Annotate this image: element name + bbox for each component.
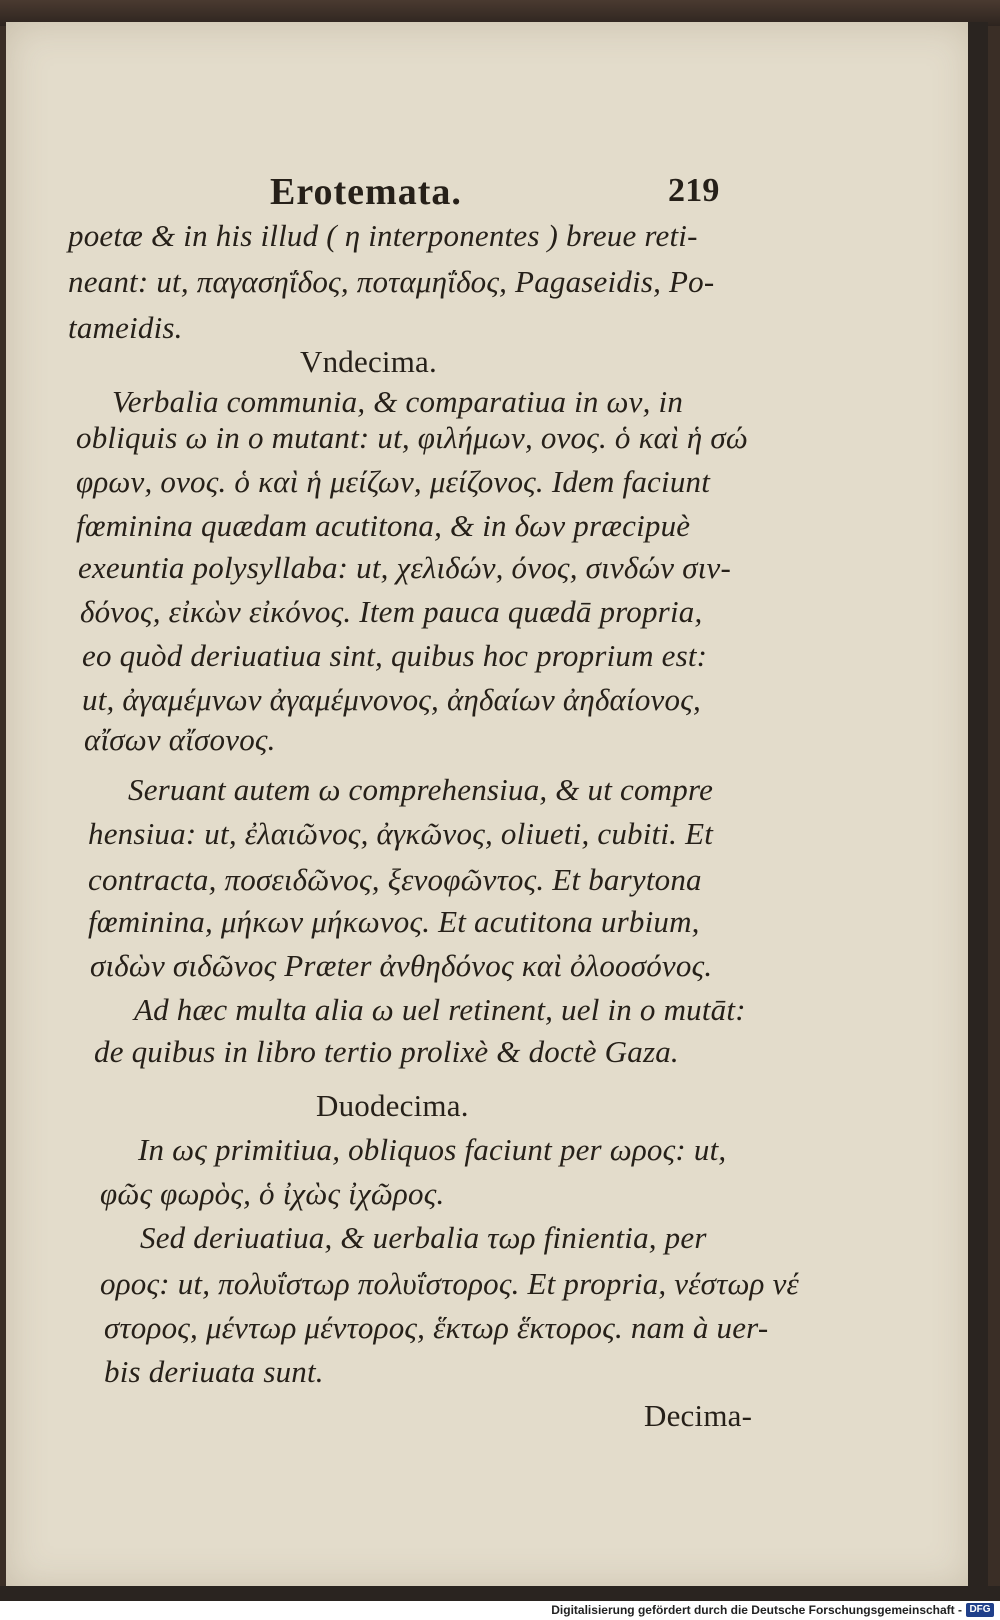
running-head-title: Erotemata. [270,171,462,213]
page-number: 219 [668,172,720,209]
catchword: Decima- [644,1398,753,1433]
text-line: obliquis ω in ο mutant: ut, φιλήμων, ονος. ὁ καὶ ἡ σώ [76,420,748,455]
text-line: Ad hæc multa alia ω uel retinent, uel in ο mutāt: [134,992,746,1027]
text-line: fœminina, μήκων μήκωνος. Et acutitona urbium, [88,904,700,939]
text-line: fœminina quædam acutitona, & in δων præcipuè [76,508,691,543]
text-line: de quibus in libro tertio prolixè & doctè Gaza. [94,1034,679,1069]
text-line: hensiua: ut, ἐλαιῶνος, ἀγκῶνος, oliueti, cubiti. Et [88,816,714,851]
text-line: αἴσων αἴσονος. [84,722,276,757]
text-line: φῶς φωρὸς, ὁ ἰχὼς ἰχῶρος. [100,1176,445,1211]
text-line: Verbalia communia, & comparatiua in ων, in [112,384,684,419]
footer-bar [0,1601,1000,1620]
text-line: poetæ & in his illud ( η interponentes ) breue reti- [68,218,698,253]
text-line: δόνος, εἰκὼν εἰκόνος. Item pauca quædā propria, [80,594,703,629]
text-line: Seruant autem ω comprehensiua, & ut compre [128,772,714,807]
text-line: Sed deriuatiua, & uerbalia τωρ finientia, per [140,1220,707,1255]
text-line: ut, ἀγαμέμνων ἀγαμέμνονος, ἀηδαίων ἀηδαίονος, [82,682,701,717]
dfg-logo: DFG [966,1603,994,1617]
book-right-edge [968,22,988,1590]
text-line: In ως primitiua, obliquos faciunt per ωρος: ut, [138,1132,727,1167]
funding-credit: Digitalisierung gefördert durch die Deutsche Forschungsgemeinschaft - [551,1603,962,1617]
text-line: tameidis. [68,310,183,345]
section-heading: Vndecima. [300,344,437,379]
text-line: eo quòd deriuatiua sint, quibus hoc proprium est: [82,638,708,673]
text-line: ορος: ut, πολυΐστωρ πολυΐστορος. Et propria, νέστωρ νέ [100,1266,799,1301]
text-line: φρων, ονος. ὁ καὶ ἡ μείζων, μείζονος. Idem faciunt [76,464,711,499]
text-line: neant: ut, παγασηΐδος, ποταμηΐδος, Pagaseidis, Po- [68,264,715,299]
text-line: bis deriuata sunt. [104,1354,324,1389]
text-line: exeuntia polysyllaba: ut, χελιδών, όνος, σινδών σιν- [78,550,731,585]
text-line: σιδὼν σιδῶνος Præter ἀνθηδόνος καὶ ὀλοοσόνος. [90,948,713,983]
section-heading: Duodecima. [316,1088,469,1123]
text-line: contracta, ποσειδῶνος, ξενοφῶντος. Et barytona [88,862,702,897]
text-line: στορος, μέντωρ μέντορος, ἕκτωρ ἕκτορος. nam à uer- [104,1310,769,1345]
